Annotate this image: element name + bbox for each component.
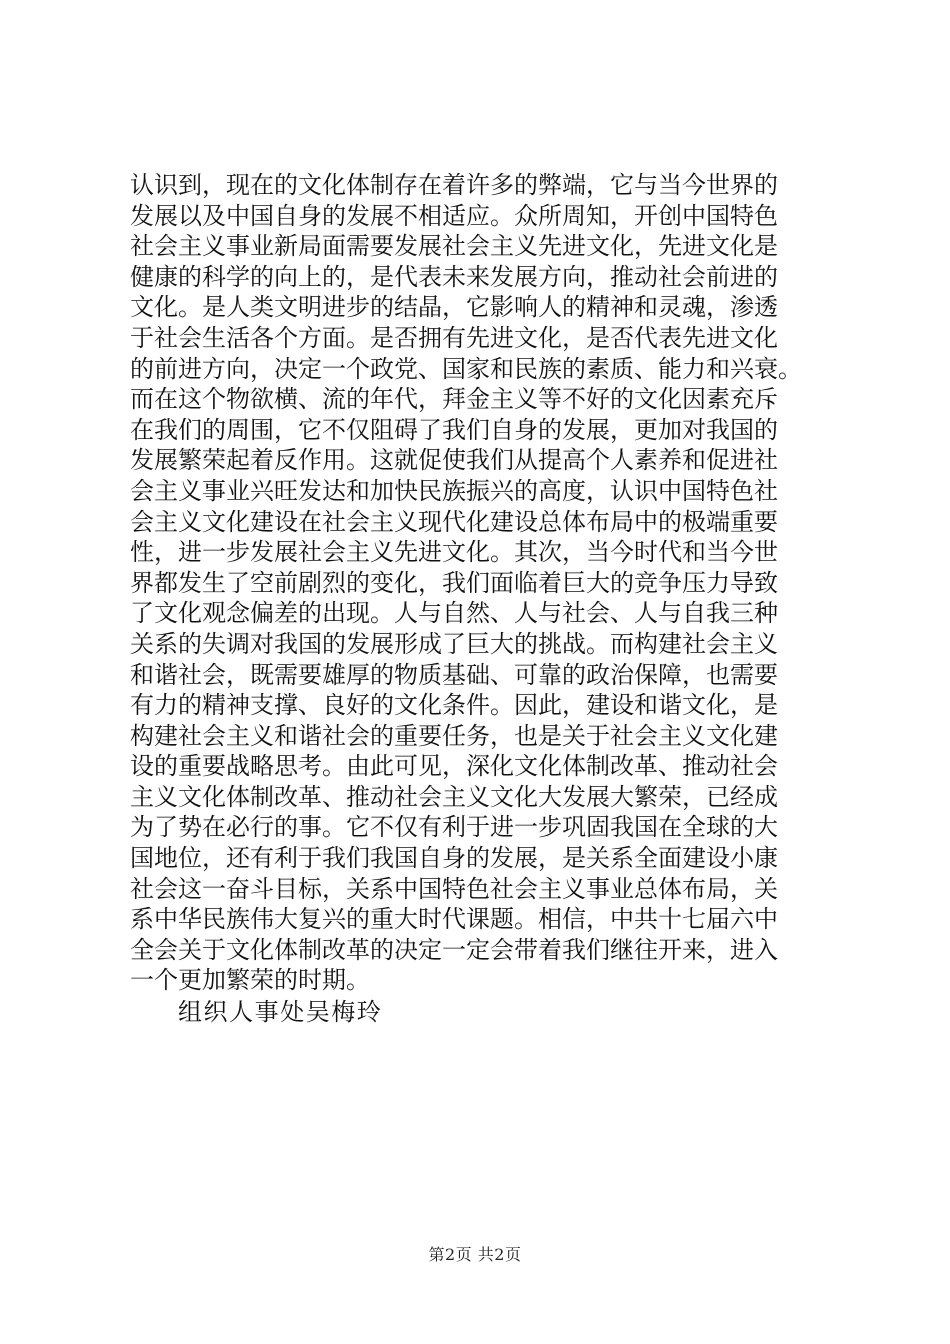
paragraph-line: 发展以及中国自身的发展不相适应。众所周知，开创中国特色 bbox=[130, 201, 778, 230]
author-signature: 组织人事处吴梅玲 bbox=[178, 998, 383, 1026]
paragraph-line: 健康的科学的向上的，是代表未来发展方向，推动社会前进的 bbox=[130, 262, 778, 291]
paragraph-line: 为了势在必行的事。它不仅有利于进一步巩固我国在全球的大 bbox=[130, 813, 778, 842]
paragraph-line: 有力的精神支撑、良好的文化条件。因此，建设和谐文化，是 bbox=[130, 691, 778, 720]
paragraph-line: 认识到，现在的文化体制存在着许多的弊端，它与当今世界的 bbox=[130, 171, 778, 199]
paragraph-line: 国地位，还有利于我们我国自身的发展，是关系全面建设小康 bbox=[130, 844, 778, 873]
paragraph-line: 会主义事业兴旺发达和加快民族振兴的高度，认识中国特色社 bbox=[130, 476, 778, 505]
paragraph-line: 构建社会主义和谐社会的重要任务，也是关于社会主义文化建 bbox=[130, 721, 778, 750]
paragraph-line: 全会关于文化体制改革的决定一定会带着我们继往开来，进入 bbox=[130, 935, 778, 964]
paragraph-line: 了文化观念偏差的出现。人与自然、人与社会、人与自我三种 bbox=[130, 599, 778, 628]
paragraph-line: 会主义文化建设在社会主义现代化建设总体布局中的极端重要 bbox=[130, 507, 778, 536]
paragraph-line: 设的重要战略思考。由此可见，深化文化体制改革、推动社会 bbox=[130, 752, 778, 781]
paragraph-line: 社会这一奋斗目标，关系中国特色社会主义事业总体布局，关 bbox=[130, 874, 778, 903]
paragraph-line: 一个更加繁荣的时期。 bbox=[130, 966, 370, 995]
paragraph-line: 的前进方向，决定一个政党、国家和民族的素质、能力和兴衰。 bbox=[130, 354, 802, 383]
paragraph-line: 关系的失调对我国的发展形成了巨大的挑战。而构建社会主义 bbox=[130, 629, 778, 658]
paragraph-line: 主义文化体制改革、推动社会主义文化大发展大繁荣，已经成 bbox=[130, 782, 778, 811]
paragraph-line: 发展繁荣起着反作用。这就促使我们从提高个人素养和促进社 bbox=[130, 446, 778, 475]
paragraph-line: 界都发生了空前剧烈的变化，我们面临着巨大的竞争压力导致 bbox=[130, 568, 778, 597]
paragraph-line: 性，进一步发展社会主义先进文化。其次，当今时代和当今世 bbox=[130, 538, 778, 567]
paragraph-line: 文化。是人类文明进步的结晶，它影响人的精神和灵魂，渗透 bbox=[130, 293, 778, 322]
paragraph-line: 和谐社会，既需要雄厚的物质基础、可靠的政治保障，也需要 bbox=[130, 660, 778, 689]
paragraph-line: 系中华民族伟大复兴的重大时代课题。相信，中共十七届六中 bbox=[130, 905, 778, 934]
page-footer: 第2页 共2页 bbox=[428, 1245, 522, 1264]
paragraph-line: 于社会生活各个方面。是否拥有先进文化，是否代表先进文化 bbox=[130, 323, 778, 352]
paragraph-line: 而在这个物欲横、流的年代，拜金主义等不好的文化因素充斥 bbox=[130, 385, 778, 414]
body-paragraph bbox=[130, 170, 850, 996]
paragraph-line: 社会主义事业新局面需要发展社会主义先进文化，先进文化是 bbox=[130, 232, 778, 261]
paragraph-line: 在我们的周围，它不仅阻碍了我们自身的发展，更加对我国的 bbox=[130, 415, 778, 444]
